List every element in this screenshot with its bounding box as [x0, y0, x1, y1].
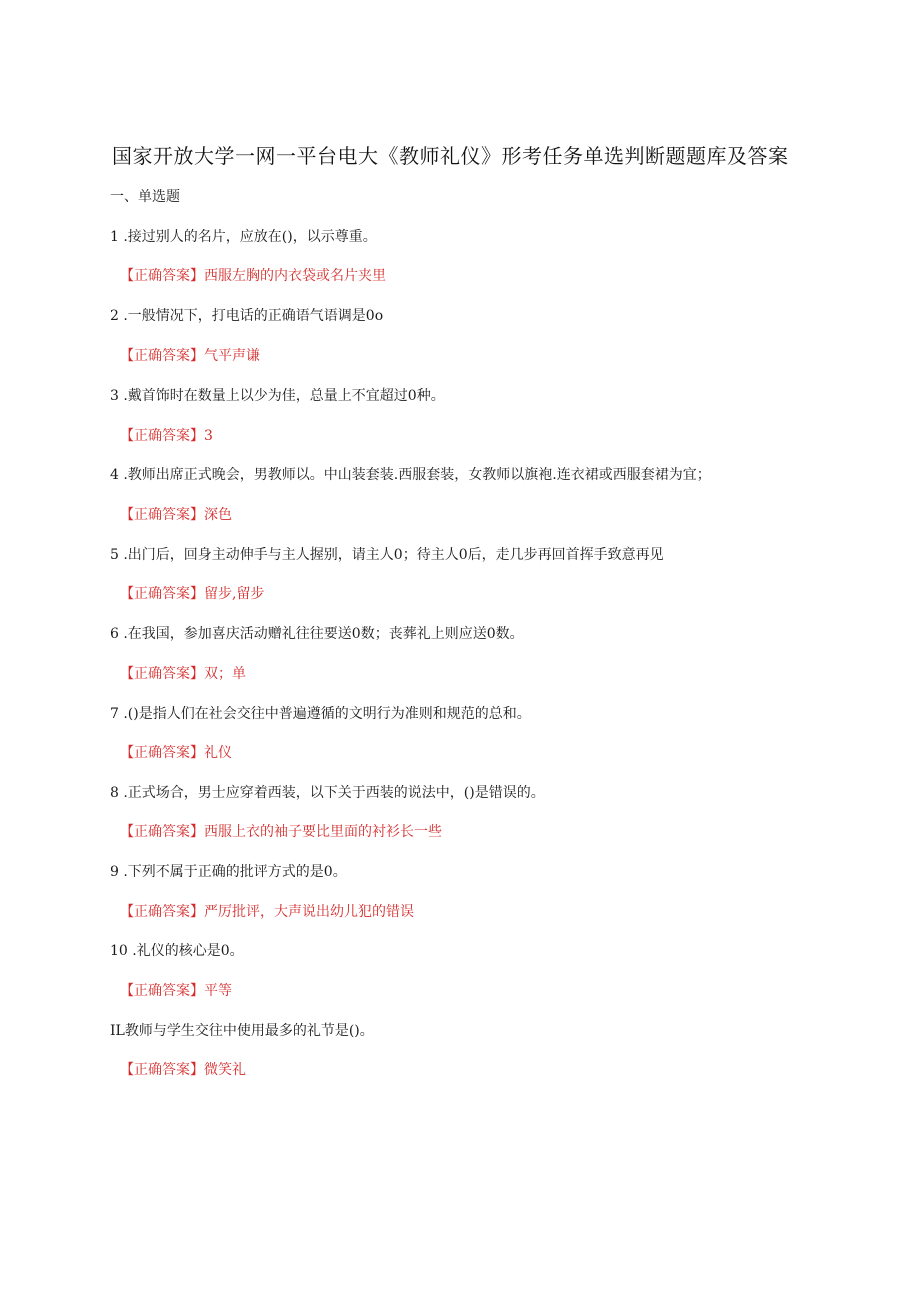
answer-1 [120, 266, 386, 286]
answer-11 [120, 1060, 246, 1080]
answer-tag: 【正确答案】 [120, 268, 204, 284]
answer-text: 严厉批评，大声说出幼儿犯的错误 [204, 904, 414, 920]
question-4: 4 .教师出席正式晚会，男教师以。中山装套装.西服套装，女教师以旗袍.连衣裙或西服套裙为宜； [110, 467, 711, 483]
question-3: 3 .戴首饰时在数量上以少为佳，总量上不宜超过0种。 [110, 388, 445, 404]
question-7: 7 .()是指人们在社会交往中普遍遵循的文明行为准则和规范的总和。 [110, 706, 531, 722]
section-heading: 一、单选题 [110, 189, 180, 205]
answer-tag: 【正确答案】 [120, 983, 204, 999]
answer-5 [120, 584, 264, 604]
answer-tag: 【正确答案】 [120, 745, 204, 761]
answer-text: 3 [204, 428, 213, 444]
answer-4 [120, 505, 232, 525]
answer-2 [120, 346, 260, 366]
answer-tag: 【正确答案】 [120, 428, 204, 444]
answer-tag: 【正确答案】 [120, 348, 204, 364]
question-9: 9 .下列不属于正确的批评方式的是0。 [110, 864, 347, 880]
answer-6 [120, 664, 246, 684]
answer-text: 双；单 [204, 666, 246, 682]
document-title: 国家开放大学一网一平台电大《教师礼仪》形考任务单选判断题题库及答案 [112, 144, 789, 168]
answer-3 [120, 426, 213, 446]
answer-text: 西服上衣的袖子要比里面的衬衫长一些 [204, 824, 442, 840]
answer-tag: 【正确答案】 [120, 586, 204, 602]
answer-tag: 【正确答案】 [120, 1062, 204, 1078]
question-2: 2 .一般情况下，打电话的正确语气语调是0o [110, 308, 384, 324]
answer-8 [120, 822, 442, 842]
answer-text: 气平声谦 [204, 348, 260, 364]
answer-text: 平等 [204, 983, 232, 999]
answer-7 [120, 743, 232, 763]
answer-tag: 【正确答案】 [120, 904, 204, 920]
question-8: 8 .正式场合，男士应穿着西装，以下关于西装的说法中，()是错误的。 [110, 785, 545, 801]
answer-text: 深色 [204, 507, 232, 523]
answer-text: 礼仪 [204, 745, 232, 761]
answer-text: 留步,留步 [204, 586, 265, 602]
answer-text: 微笑礼 [204, 1062, 246, 1078]
question-10: 10 .礼仪的核心是0。 [110, 943, 244, 959]
answer-tag: 【正确答案】 [120, 824, 204, 840]
answer-tag: 【正确答案】 [120, 507, 204, 523]
answer-10 [120, 981, 232, 1001]
question-6: 6 .在我国，参加喜庆活动赠礼往往要送0数；丧葬礼上则应送0数。 [110, 626, 524, 642]
answer-9 [120, 902, 414, 922]
question-5: 5 .出门后，回身主动伸手与主人握别，请主人0；待主人0后，走几步再回首挥手致意再见 [110, 547, 664, 563]
answer-tag: 【正确答案】 [120, 666, 204, 682]
question-1: 1 .接过别人的名片，应放在()，以示尊重。 [110, 229, 377, 245]
answer-text: 西服左胸的内衣袋或名片夹里 [204, 268, 386, 284]
question-11: IL教师与学生交往中使用最多的礼节是()。 [110, 1023, 374, 1039]
